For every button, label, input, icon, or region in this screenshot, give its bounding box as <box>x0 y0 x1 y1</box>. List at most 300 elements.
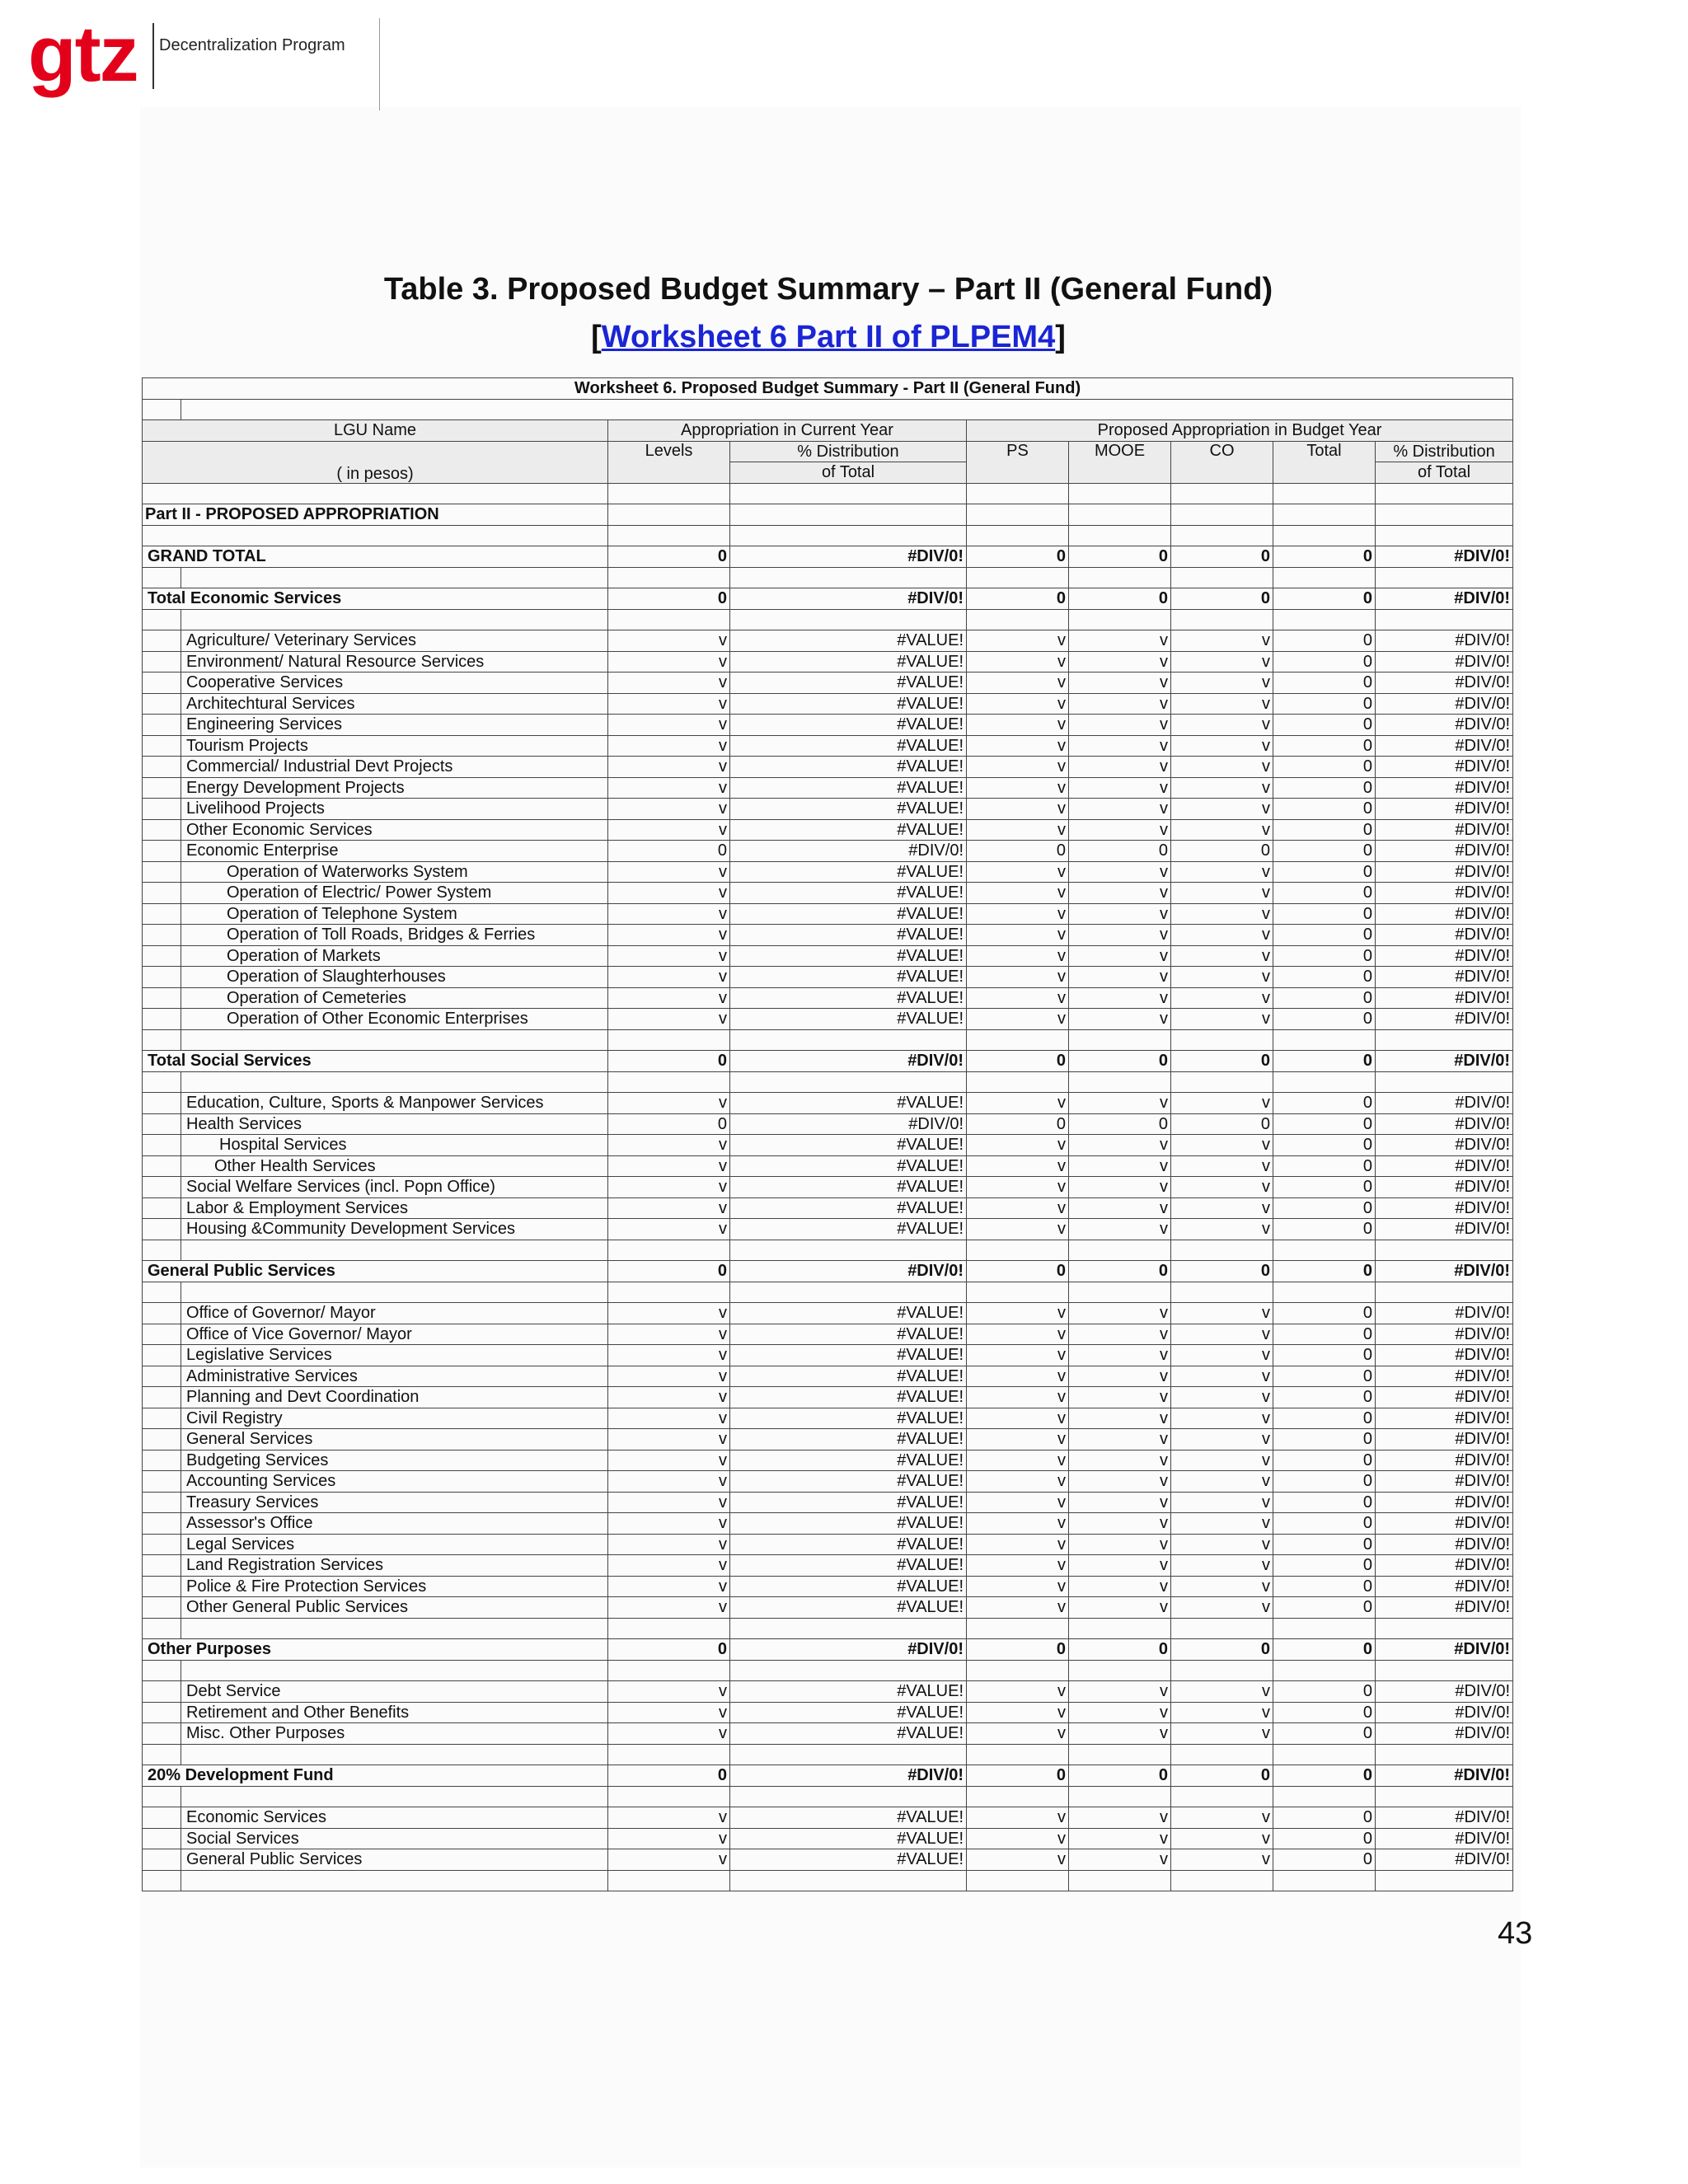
co-cell: v <box>1171 1324 1273 1345</box>
ps-cell: 0 <box>967 1113 1069 1135</box>
row-label: Operation of Slaughterhouses <box>181 967 608 988</box>
dist-cell: #DIV/0! <box>1376 546 1513 568</box>
row-label: General Public Services <box>143 1261 608 1282</box>
co-cell: v <box>1171 903 1273 925</box>
ps-cell: v <box>967 1492 1069 1513</box>
ps-cell: v <box>967 799 1069 820</box>
co-cell: v <box>1171 925 1273 946</box>
levels-cell: 0 <box>608 1765 730 1787</box>
co-cell: v <box>1171 967 1273 988</box>
levels-cell: v <box>608 945 730 967</box>
mooe-cell: v <box>1069 1429 1171 1451</box>
pct-cell: #VALUE! <box>730 1576 967 1597</box>
total-cell: 0 <box>1273 1681 1376 1703</box>
co-cell: v <box>1171 861 1273 883</box>
total-cell: 0 <box>1273 1597 1376 1619</box>
total-cell: 0 <box>1273 1219 1376 1240</box>
table-row <box>143 1429 1513 1451</box>
pct-cell: #VALUE! <box>730 630 967 652</box>
pct-cell: #VALUE! <box>730 693 967 715</box>
levels-cell: v <box>608 1345 730 1366</box>
levels-cell: v <box>608 651 730 673</box>
levels-cell: v <box>608 1597 730 1619</box>
levels-cell: v <box>608 1534 730 1555</box>
levels-cell: v <box>608 777 730 799</box>
co-cell: v <box>1171 1345 1273 1366</box>
mooe-cell: v <box>1069 1471 1171 1493</box>
dist-cell: #DIV/0! <box>1376 925 1513 946</box>
dist-cell: #DIV/0! <box>1376 1155 1513 1177</box>
pct-cell: #VALUE! <box>730 1324 967 1345</box>
total-cell: 0 <box>1273 1177 1376 1198</box>
dist-cell: #DIV/0! <box>1376 1828 1513 1849</box>
blank-row <box>143 1029 1513 1051</box>
blank-row <box>143 525 1513 546</box>
dist-cell: #DIV/0! <box>1376 1093 1513 1114</box>
ps-header: PS <box>967 441 1069 483</box>
row-label: Accounting Services <box>181 1471 608 1493</box>
co-cell: 0 <box>1171 1261 1273 1282</box>
ps-cell: v <box>967 903 1069 925</box>
levels-cell: v <box>608 1219 730 1240</box>
ps-cell: v <box>967 673 1069 694</box>
levels-cell: v <box>608 1576 730 1597</box>
co-cell: v <box>1171 819 1273 841</box>
levels-cell: v <box>608 799 730 820</box>
levels-cell: v <box>608 735 730 757</box>
table-row <box>143 799 1513 820</box>
pct-cell: #VALUE! <box>730 1408 967 1429</box>
blank-row <box>143 1870 1513 1891</box>
co-cell: 0 <box>1171 841 1273 862</box>
row-label: Operation of Telephone System <box>181 903 608 925</box>
dist-cell: #DIV/0! <box>1376 945 1513 967</box>
ps-cell: v <box>967 1471 1069 1493</box>
total-cell: 0 <box>1273 630 1376 652</box>
dist-cell: #DIV/0! <box>1376 799 1513 820</box>
dist-cell: #DIV/0! <box>1376 1345 1513 1366</box>
row-label: Other Purposes <box>143 1639 608 1661</box>
dist-cell: #DIV/0! <box>1376 757 1513 778</box>
table-row <box>143 1324 1513 1345</box>
mooe-cell: v <box>1069 630 1171 652</box>
total-cell: 0 <box>1273 673 1376 694</box>
dist-cell: #DIV/0! <box>1376 1113 1513 1135</box>
table-row <box>143 673 1513 694</box>
logo-divider <box>152 23 154 89</box>
co-cell: v <box>1171 1093 1273 1114</box>
dist-cell: #DIV/0! <box>1376 1513 1513 1535</box>
ps-cell: 0 <box>967 588 1069 610</box>
total-cell: 0 <box>1273 1471 1376 1493</box>
table-row <box>143 819 1513 841</box>
pct-cell: #DIV/0! <box>730 588 967 610</box>
co-cell: v <box>1171 1681 1273 1703</box>
pct-cell: #VALUE! <box>730 883 967 904</box>
total-cell: 0 <box>1273 987 1376 1009</box>
row-label: Assessor's Office <box>181 1513 608 1535</box>
pct-cell: #VALUE! <box>730 1303 967 1324</box>
mooe-cell: 0 <box>1069 1051 1171 1072</box>
dist-cell: #DIV/0! <box>1376 841 1513 862</box>
ps-cell: 0 <box>967 841 1069 862</box>
mooe-cell: 0 <box>1069 588 1171 610</box>
ps-cell: v <box>967 1828 1069 1849</box>
table-row <box>143 1303 1513 1324</box>
dist-cell: #DIV/0! <box>1376 1408 1513 1429</box>
row-label: Legislative Services <box>181 1345 608 1366</box>
levels-cell: v <box>608 1324 730 1345</box>
co-cell: 0 <box>1171 588 1273 610</box>
pct-cell: #VALUE! <box>730 1135 967 1156</box>
co-cell: v <box>1171 735 1273 757</box>
ps-cell: v <box>967 630 1069 652</box>
dist-cell: #DIV/0! <box>1376 1197 1513 1219</box>
co-cell: v <box>1171 1009 1273 1030</box>
levels-cell: v <box>608 883 730 904</box>
ps-cell: v <box>967 693 1069 715</box>
blank-row <box>143 567 1513 588</box>
table-row <box>143 1450 1513 1471</box>
dist-cell: #DIV/0! <box>1376 673 1513 694</box>
row-label: Operation of Cemeteries <box>181 987 608 1009</box>
mooe-cell: v <box>1069 1534 1171 1555</box>
levels-cell: 0 <box>608 588 730 610</box>
levels-cell: 0 <box>608 1639 730 1661</box>
mooe-cell: v <box>1069 861 1171 883</box>
row-label: Operation of Toll Roads, Bridges & Ferries <box>181 925 608 946</box>
dist-cell: #DIV/0! <box>1376 693 1513 715</box>
row-label: Agriculture/ Veterinary Services <box>181 630 608 652</box>
pct-cell: #DIV/0! <box>730 1051 967 1072</box>
pct-cell: #VALUE! <box>730 1471 967 1493</box>
total-cell: 0 <box>1273 799 1376 820</box>
caption-row <box>143 378 1513 400</box>
table-row <box>143 1135 1513 1156</box>
total-cell: 0 <box>1273 1051 1376 1072</box>
mooe-cell: v <box>1069 1219 1171 1240</box>
row-label: Operation of Electric/ Power System <box>181 883 608 904</box>
row-label: Livelihood Projects <box>181 799 608 820</box>
blank-row <box>143 1786 1513 1807</box>
levels-cell: v <box>608 1450 730 1471</box>
mooe-cell: v <box>1069 1597 1171 1619</box>
pct-cell: #VALUE! <box>730 1345 967 1366</box>
pct-cell: #VALUE! <box>730 1723 967 1745</box>
pct-cell: #DIV/0! <box>730 546 967 568</box>
table-row <box>143 1093 1513 1114</box>
pct-cell: #VALUE! <box>730 1513 967 1535</box>
section-total-row <box>143 1765 1513 1787</box>
pct-cell: #VALUE! <box>730 1155 967 1177</box>
total-cell: 0 <box>1273 588 1376 610</box>
table-row <box>143 1849 1513 1871</box>
levels-cell: v <box>608 987 730 1009</box>
blank-row <box>143 1618 1513 1639</box>
worksheet-table <box>142 377 1513 1891</box>
row-label: Education, Culture, Sports & Manpower Services <box>181 1093 608 1114</box>
row-label: Tourism Projects <box>181 735 608 757</box>
table-row <box>143 925 1513 946</box>
table-title: Table 3. Proposed Budget Summary – Part II (General Fund) <box>383 272 1273 307</box>
levels-cell: v <box>608 1849 730 1871</box>
dist-cell: #DIV/0! <box>1376 903 1513 925</box>
row-label: Retirement and Other Benefits <box>181 1702 608 1723</box>
row-label: Civil Registry <box>181 1408 608 1429</box>
dist-cell: #DIV/0! <box>1376 883 1513 904</box>
grand-total-row <box>143 546 1513 568</box>
dist-cell: #DIV/0! <box>1376 1135 1513 1156</box>
pct-cell: #VALUE! <box>730 1492 967 1513</box>
lgu-name-header: LGU Name <box>143 420 608 442</box>
blank-row <box>143 1071 1513 1093</box>
dist-cell: #DIV/0! <box>1376 1303 1513 1324</box>
dist-cell: #DIV/0! <box>1376 861 1513 883</box>
row-label: Operation of Other Economic Enterprises <box>181 1009 608 1030</box>
ps-cell: v <box>967 1555 1069 1577</box>
row-label: Administrative Services <box>181 1366 608 1387</box>
total-cell: 0 <box>1273 1702 1376 1723</box>
total-cell: 0 <box>1273 1576 1376 1597</box>
pct-cell: #VALUE! <box>730 1366 967 1387</box>
ps-cell: v <box>967 1366 1069 1387</box>
total-cell: 0 <box>1273 1429 1376 1451</box>
total-header: Total <box>1273 441 1376 483</box>
dist2-header-2: of Total <box>1376 462 1513 484</box>
mooe-cell: v <box>1069 735 1171 757</box>
bracket-open: [ <box>591 320 602 354</box>
pct-cell: #VALUE! <box>730 945 967 967</box>
levels-cell: v <box>608 903 730 925</box>
mooe-cell: v <box>1069 883 1171 904</box>
table-row <box>143 1155 1513 1177</box>
co-header: CO <box>1171 441 1273 483</box>
co-cell: v <box>1171 1408 1273 1429</box>
co-cell: v <box>1171 715 1273 736</box>
dist-cell: #DIV/0! <box>1376 1366 1513 1387</box>
levels-cell: v <box>608 1387 730 1408</box>
levels-cell: v <box>608 1807 730 1829</box>
header-columns-row <box>143 441 1513 462</box>
mooe-cell: v <box>1069 1681 1171 1703</box>
levels-cell: v <box>608 1009 730 1030</box>
row-label: Environment/ Natural Resource Services <box>181 651 608 673</box>
mooe-cell: v <box>1069 1513 1171 1535</box>
table-row <box>143 757 1513 778</box>
dist-cell: #DIV/0! <box>1376 588 1513 610</box>
table-row <box>143 715 1513 736</box>
section-total-row <box>143 588 1513 610</box>
mooe-cell: v <box>1069 757 1171 778</box>
mooe-cell: v <box>1069 945 1171 967</box>
ps-cell: v <box>967 1450 1069 1471</box>
total-cell: 0 <box>1273 1387 1376 1408</box>
levels-cell: v <box>608 861 730 883</box>
pct-cell: #VALUE! <box>730 715 967 736</box>
header-group-row <box>143 420 1513 442</box>
total-cell: 0 <box>1273 1555 1376 1577</box>
in-pesos-header: ( in pesos) <box>143 441 608 483</box>
mooe-cell: v <box>1069 1177 1171 1198</box>
dist-cell: #DIV/0! <box>1376 1450 1513 1471</box>
co-cell: v <box>1171 1807 1273 1829</box>
ps-cell: 0 <box>967 1765 1069 1787</box>
total-cell: 0 <box>1273 651 1376 673</box>
dist-cell: #DIV/0! <box>1376 967 1513 988</box>
blank-row <box>143 399 1513 420</box>
row-label: Energy Development Projects <box>181 777 608 799</box>
total-cell: 0 <box>1273 1324 1376 1345</box>
ps-cell: 0 <box>967 1051 1069 1072</box>
dist-cell: #DIV/0! <box>1376 1051 1513 1072</box>
co-cell: v <box>1171 1135 1273 1156</box>
co-cell: v <box>1171 1155 1273 1177</box>
levels-header: Levels <box>608 441 730 483</box>
pct-cell: #VALUE! <box>730 1681 967 1703</box>
pct-cell: #VALUE! <box>730 777 967 799</box>
pct-cell: #VALUE! <box>730 1450 967 1471</box>
dist-cell: #DIV/0! <box>1376 1681 1513 1703</box>
row-label: 20% Development Fund <box>143 1765 608 1787</box>
levels-cell: v <box>608 1429 730 1451</box>
levels-cell: 0 <box>608 841 730 862</box>
dist-cell: #DIV/0! <box>1376 1723 1513 1745</box>
dist-cell: #DIV/0! <box>1376 1849 1513 1871</box>
mooe-cell: v <box>1069 1387 1171 1408</box>
pct-cell: #VALUE! <box>730 1219 967 1240</box>
dist-cell: #DIV/0! <box>1376 1261 1513 1282</box>
co-cell: v <box>1171 1702 1273 1723</box>
levels-cell: v <box>608 925 730 946</box>
co-cell: v <box>1171 1429 1273 1451</box>
total-cell: 0 <box>1273 1135 1376 1156</box>
total-cell: 0 <box>1273 1113 1376 1135</box>
levels-cell: v <box>608 1681 730 1703</box>
ps-cell: v <box>967 1429 1069 1451</box>
table-row <box>143 1387 1513 1408</box>
pct-cell: #DIV/0! <box>730 1639 967 1661</box>
mooe-cell: v <box>1069 1009 1171 1030</box>
row-label: Other Economic Services <box>181 819 608 841</box>
mooe-cell: 0 <box>1069 1639 1171 1661</box>
dist-cell: #DIV/0! <box>1376 1471 1513 1493</box>
ps-cell: v <box>967 1135 1069 1156</box>
pct-cell: #DIV/0! <box>730 1113 967 1135</box>
co-cell: 0 <box>1171 1639 1273 1661</box>
total-cell: 0 <box>1273 1492 1376 1513</box>
table-row <box>143 1177 1513 1198</box>
ps-cell: v <box>967 1702 1069 1723</box>
row-label: Social Welfare Services (incl. Popn Office) <box>181 1177 608 1198</box>
row-label: Hospital Services <box>181 1135 608 1156</box>
row-label: Other General Public Services <box>181 1597 608 1619</box>
dist-cell: #DIV/0! <box>1376 987 1513 1009</box>
pct-cell: #VALUE! <box>730 1828 967 1849</box>
pct-cell: #VALUE! <box>730 1597 967 1619</box>
total-cell: 0 <box>1273 1450 1376 1471</box>
pct-cell: #VALUE! <box>730 967 967 988</box>
co-cell: v <box>1171 673 1273 694</box>
levels-cell: v <box>608 1135 730 1156</box>
co-cell: v <box>1171 1303 1273 1324</box>
total-cell: 0 <box>1273 546 1376 568</box>
total-cell: 0 <box>1273 1303 1376 1324</box>
table-row <box>143 1681 1513 1703</box>
ps-cell: v <box>967 1177 1069 1198</box>
row-label: Land Registration Services <box>181 1555 608 1577</box>
levels-cell: 0 <box>608 1261 730 1282</box>
row-label: Other Health Services <box>181 1155 608 1177</box>
dist-cell: #DIV/0! <box>1376 819 1513 841</box>
co-cell: 0 <box>1171 1113 1273 1135</box>
co-cell: v <box>1171 651 1273 673</box>
row-label: General Public Services <box>181 1849 608 1871</box>
row-label: Debt Service <box>181 1681 608 1703</box>
row-label: Housing &Community Development Services <box>181 1219 608 1240</box>
total-cell: 0 <box>1273 1723 1376 1745</box>
table-row <box>143 945 1513 967</box>
mooe-cell: v <box>1069 799 1171 820</box>
co-cell: v <box>1171 1492 1273 1513</box>
pct-cell: #VALUE! <box>730 1009 967 1030</box>
ps-cell: v <box>967 735 1069 757</box>
worksheet-link[interactable]: Worksheet 6 Part II of PLPEM4 <box>601 320 1056 354</box>
ps-cell: v <box>967 757 1069 778</box>
ps-cell: v <box>967 1345 1069 1366</box>
row-label: Economic Services <box>181 1807 608 1829</box>
mooe-cell: v <box>1069 1324 1171 1345</box>
table-row <box>143 1113 1513 1135</box>
pct-cell: #VALUE! <box>730 1197 967 1219</box>
table-row <box>143 1197 1513 1219</box>
dist-cell: #DIV/0! <box>1376 651 1513 673</box>
total-cell: 0 <box>1273 841 1376 862</box>
dist-cell: #DIV/0! <box>1376 1576 1513 1597</box>
section-total-row <box>143 1261 1513 1282</box>
total-cell: 0 <box>1273 925 1376 946</box>
mooe-cell: v <box>1069 1723 1171 1745</box>
mooe-cell: 0 <box>1069 546 1171 568</box>
ps-cell: v <box>967 1219 1069 1240</box>
blank-row <box>143 609 1513 630</box>
pct-cell: #DIV/0! <box>730 841 967 862</box>
pct-cell: #VALUE! <box>730 1534 967 1555</box>
row-label: Operation of Markets <box>181 945 608 967</box>
blank-row <box>143 1660 1513 1681</box>
co-cell: v <box>1171 777 1273 799</box>
row-label: Budgeting Services <box>181 1450 608 1471</box>
mooe-cell: v <box>1069 1807 1171 1829</box>
mooe-cell: v <box>1069 987 1171 1009</box>
row-label: Office of Governor/ Mayor <box>181 1303 608 1324</box>
total-cell: 0 <box>1273 1009 1376 1030</box>
mooe-cell: v <box>1069 673 1171 694</box>
pct-cell: #VALUE! <box>730 861 967 883</box>
co-cell: v <box>1171 1849 1273 1871</box>
co-cell: v <box>1171 1387 1273 1408</box>
ps-cell: 0 <box>967 1639 1069 1661</box>
ps-cell: v <box>967 1324 1069 1345</box>
table-row <box>143 1555 1513 1577</box>
row-label: Health Services <box>181 1113 608 1135</box>
dist-cell: #DIV/0! <box>1376 1492 1513 1513</box>
total-cell: 0 <box>1273 693 1376 715</box>
table-row <box>143 1534 1513 1555</box>
ps-cell: v <box>967 715 1069 736</box>
pct-cell: #VALUE! <box>730 799 967 820</box>
mooe-cell: v <box>1069 1155 1171 1177</box>
row-label: Legal Services <box>181 1534 608 1555</box>
